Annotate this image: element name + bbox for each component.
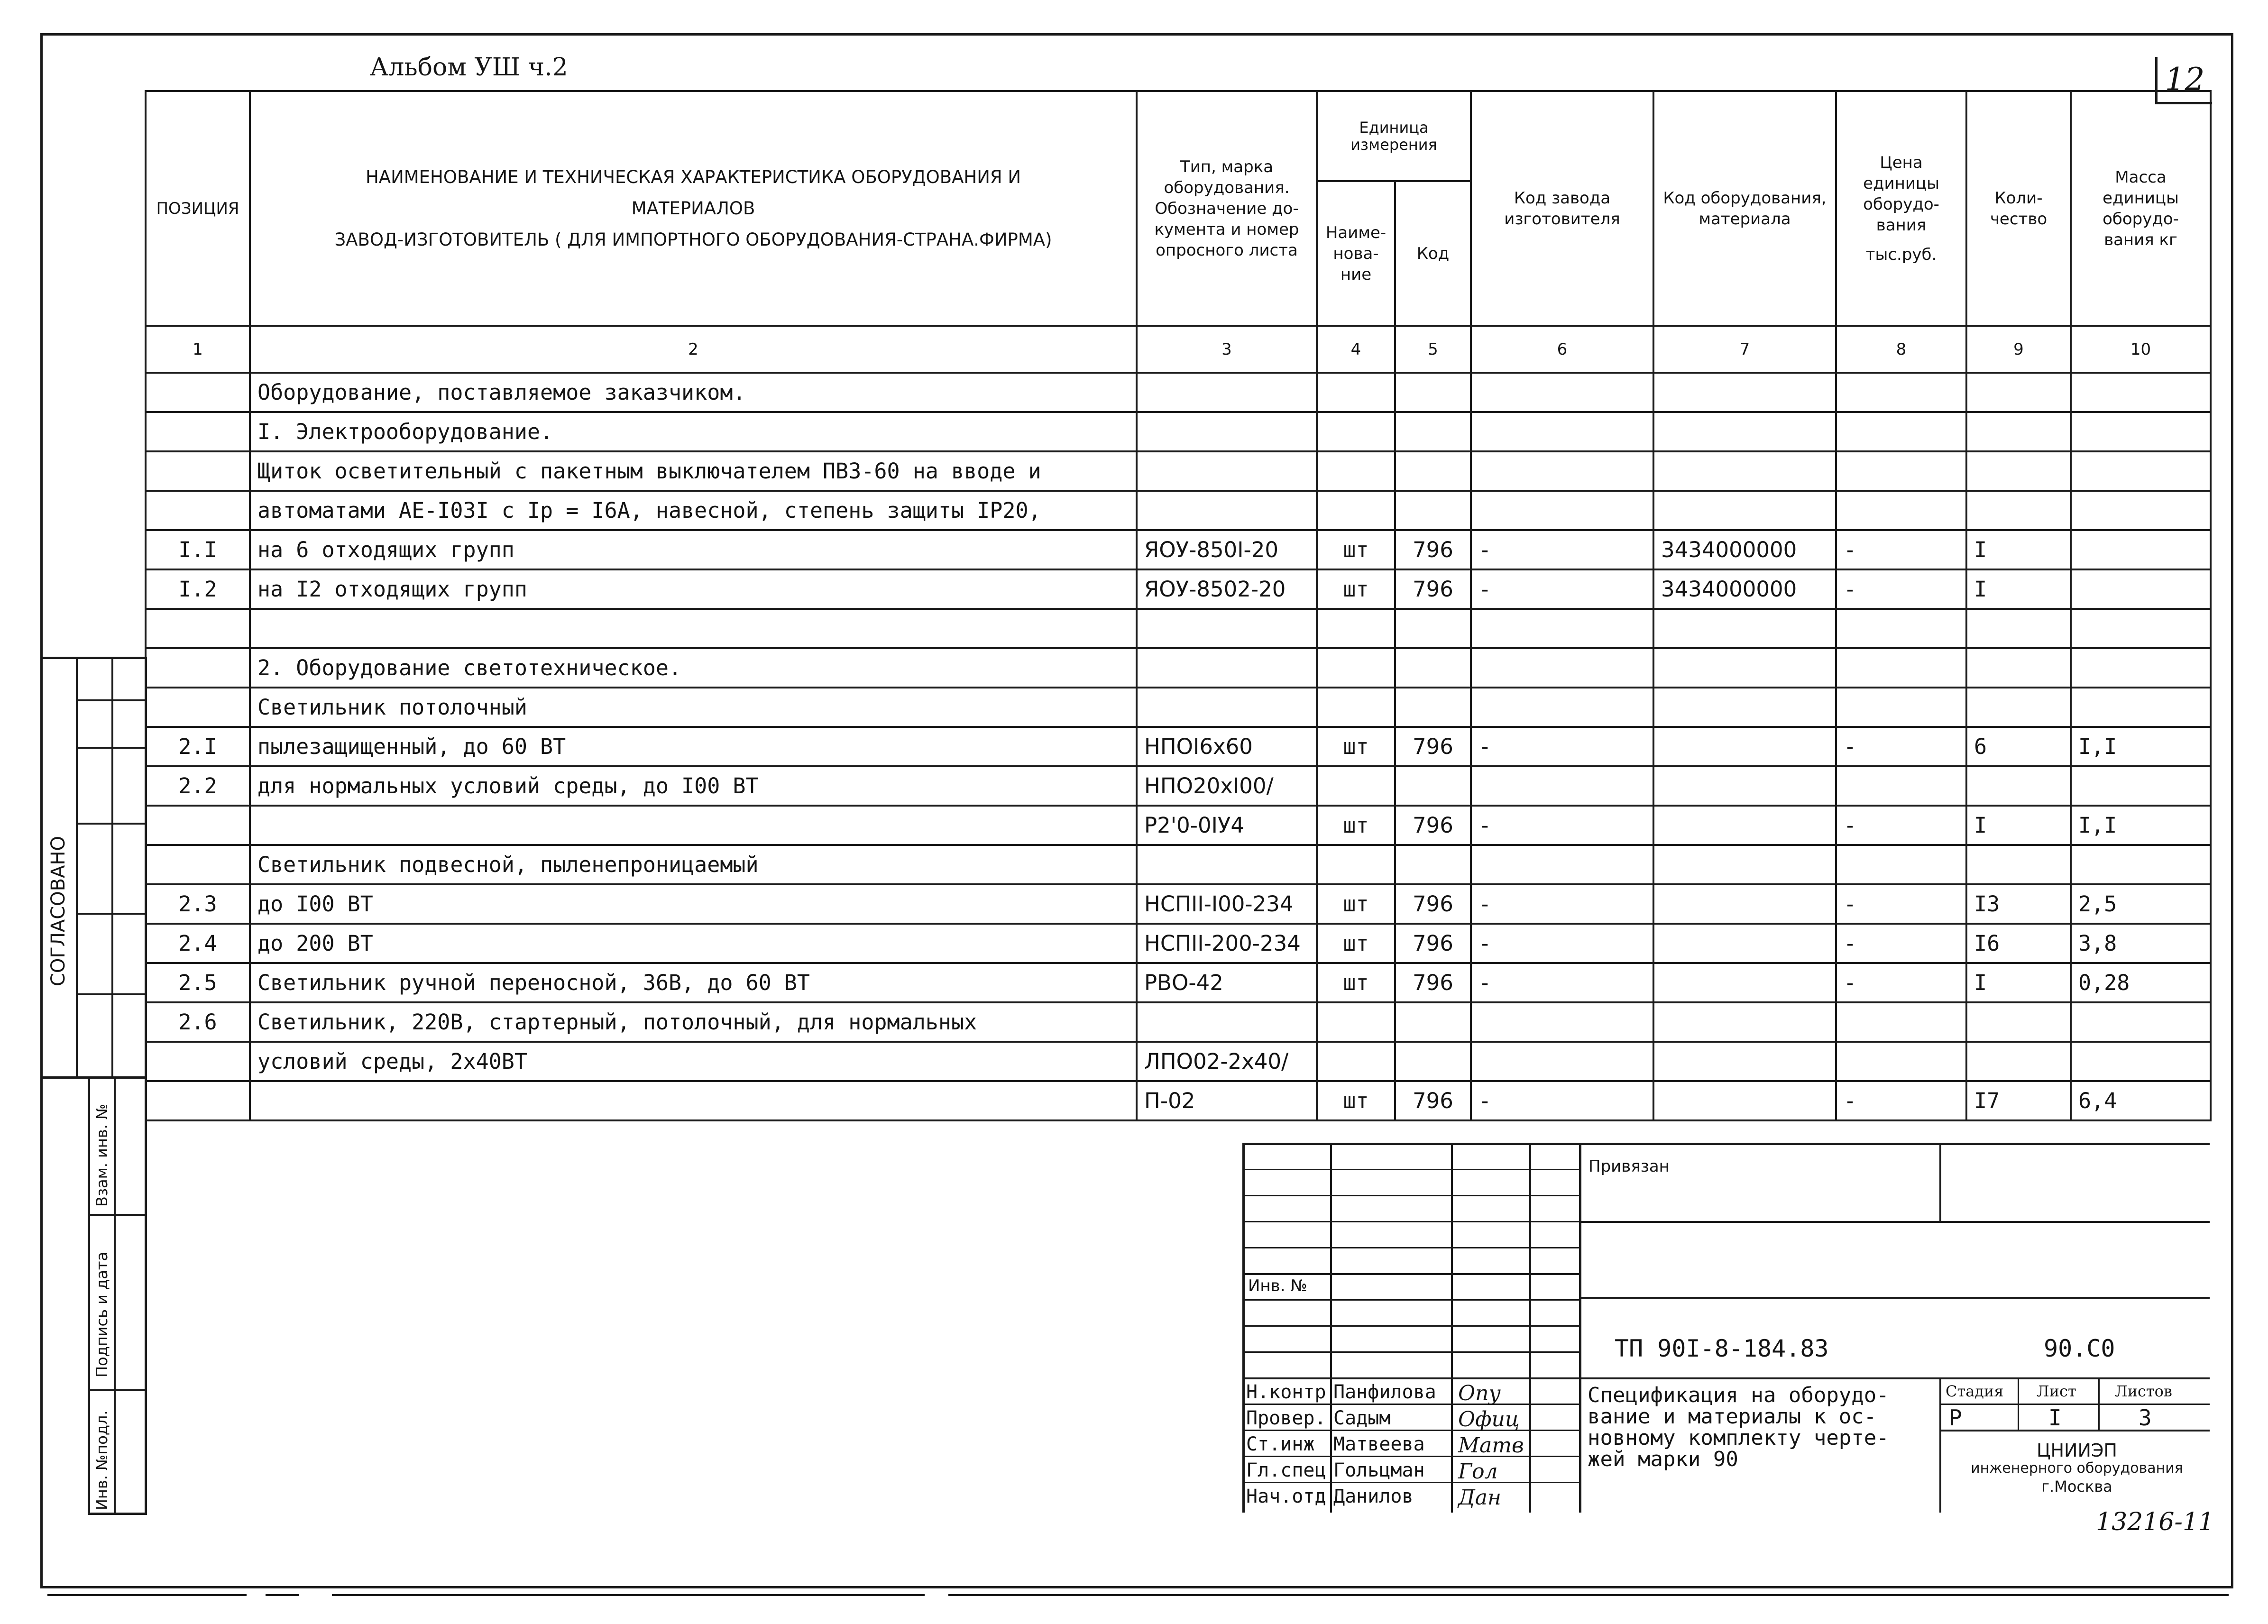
sheet-value: I [2048,1405,2062,1431]
column-numbers-row: 1 2 3 4 5 6 7 8 9 10 [146,326,2211,373]
row-factory-code: - [1471,924,1653,963]
row-unit: шт [1317,924,1395,963]
row-position: 2.5 [146,963,250,1002]
signature-name: Матвеева [1333,1433,1425,1455]
header-unit-group: Единица измерения [1317,91,1471,181]
row-position [146,412,250,451]
row-price [1836,412,1966,451]
row-name: условий среды, 2х40ВТ [250,1042,1137,1081]
row-type [1137,845,1317,884]
row-position [146,1042,250,1081]
row-unit: шт [1317,530,1395,569]
table-row [146,924,2211,963]
table-row [146,491,2211,530]
signature-name: Данилов [1333,1486,1414,1507]
header-price: Цена единицы оборудо-вания тыс.руб. [1836,91,1966,326]
row-unit: шт [1317,727,1395,766]
row-quantity [1966,491,2071,530]
row-price: - [1836,806,1966,845]
row-name: I. Электрооборудование. [250,412,1137,451]
row-price [1836,648,1966,688]
table-row [146,569,2211,609]
row-type: ЯОУ-850I-20 [1137,530,1317,569]
row-name: на 6 отходящих групп [250,530,1137,569]
row-position: 2.2 [146,766,250,806]
row-unit-code: 796 [1395,924,1471,963]
row-name: для нормальных условий среды, до I00 ВТ [250,766,1137,806]
row-price: - [1836,569,1966,609]
header-equipment-code: Код оборудования, материала [1653,91,1836,326]
row-mass [2071,451,2211,491]
row-name [250,609,1137,648]
row-unit [1317,373,1395,412]
row-equipment-code [1653,451,1836,491]
table-row [146,530,2211,569]
row-mass: 2,5 [2071,884,2211,924]
row-type: ЯОУ-8502-20 [1137,569,1317,609]
row-type: НСПII-I00-234 [1137,884,1317,924]
row-unit [1317,648,1395,688]
row-position [146,1081,250,1120]
row-mass: I,I [2071,806,2211,845]
row-factory-code [1471,609,1653,648]
header-type: Тип, марка оборудования. Обозначение до-кумента и номер опросного листа [1137,91,1317,326]
row-mass [2071,766,2211,806]
row-quantity [1966,609,2071,648]
signature-name: Гольцман [1333,1459,1425,1481]
row-unit-code [1395,412,1471,451]
row-unit-code [1395,766,1471,806]
row-type: НПОI6х60 [1137,727,1317,766]
row-mass [2071,1002,2211,1042]
row-factory-code [1471,1042,1653,1081]
row-unit: шт [1317,569,1395,609]
table-row [146,806,2211,845]
handwritten-signature: Дан [1458,1486,1501,1510]
row-price: - [1836,530,1966,569]
row-factory-code: - [1471,806,1653,845]
row-equipment-code: 3434000000 [1653,530,1836,569]
row-equipment-code [1653,1081,1836,1120]
row-position [146,648,250,688]
row-equipment-code [1653,373,1836,412]
row-unit-code [1395,845,1471,884]
row-unit-code: 796 [1395,1081,1471,1120]
row-price [1836,766,1966,806]
table-row [146,766,2211,806]
table-row [146,609,2211,648]
row-unit-code [1395,609,1471,648]
row-mass [2071,648,2211,688]
margin-agreed-label: СОГЛАСОВАНО [47,835,69,986]
row-name: автоматами АЕ-I03I с Iр = I6А, навесной, степень защиты IР20, [250,491,1137,530]
row-unit-code [1395,451,1471,491]
row-type [1137,373,1317,412]
row-mass: 0,28 [2071,963,2211,1002]
row-factory-code [1471,688,1653,727]
margin-orig-inv-label: Инв. №подл. [93,1410,111,1510]
signature-role: Ст.инж [1246,1433,1315,1455]
header-unit-code: Код [1395,181,1471,326]
table-row [146,451,2211,491]
row-type: РВО-42 [1137,963,1317,1002]
row-unit-code [1395,491,1471,530]
row-mass [2071,373,2211,412]
table-row [146,688,2211,727]
row-position: 2.I [146,727,250,766]
row-factory-code [1471,412,1653,451]
row-type: НСПII-200-234 [1137,924,1317,963]
row-quantity: I [1966,806,2071,845]
row-quantity: I6 [1966,924,2071,963]
organization: ЦНИИЭП инженерного оборудования г.Москва [1971,1440,2183,1496]
row-name: Светильник потолочный [250,688,1137,727]
row-factory-code: - [1471,727,1653,766]
signature-role: Н.контр [1246,1381,1326,1403]
row-quantity [1966,451,2071,491]
row-quantity [1966,1002,2071,1042]
row-name: до I00 ВТ [250,884,1137,924]
row-price [1836,373,1966,412]
row-unit [1317,451,1395,491]
row-mass [2071,845,2211,884]
row-unit-code: 796 [1395,530,1471,569]
sheets-value: 3 [2139,1405,2152,1431]
row-quantity [1966,845,2071,884]
row-equipment-code [1653,845,1836,884]
row-type: П-02 [1137,1081,1317,1120]
row-factory-code [1471,451,1653,491]
row-position [146,451,250,491]
row-quantity [1966,373,2071,412]
header-position: ПОЗИЦИЯ [146,91,250,326]
row-factory-code [1471,648,1653,688]
row-quantity [1966,766,2071,806]
table-row [146,727,2211,766]
row-quantity: 6 [1966,727,2071,766]
row-unit-code: 796 [1395,806,1471,845]
sheets-label: Листов [2115,1382,2172,1400]
row-quantity: I7 [1966,1081,2071,1120]
row-equipment-code [1653,884,1836,924]
sheet-number: 12 [2155,57,2212,104]
row-mass [2071,491,2211,530]
row-equipment-code [1653,412,1836,451]
row-position: I.2 [146,569,250,609]
row-unit [1317,1042,1395,1081]
row-name: Светильник ручной переносной, 36В, до 60 ВТ [250,963,1137,1002]
row-name: до 200 ВТ [250,924,1137,963]
row-unit [1317,766,1395,806]
handwritten-signature: Опу [1458,1381,1501,1405]
row-type: НПО20хI00/ [1137,766,1317,806]
album-title: Альбом УШ ч.2 [370,53,568,82]
row-factory-code [1471,1002,1653,1042]
drawing-mark: 90.С0 [2044,1335,2115,1362]
header-quantity: Коли-чество [1966,91,2071,326]
row-equipment-code [1653,648,1836,688]
row-name [250,1081,1137,1120]
row-type: ЛПО02-2х40/ [1137,1042,1317,1081]
row-unit-code [1395,1042,1471,1081]
stage-label: Стадия [1946,1382,2004,1400]
row-price [1836,688,1966,727]
row-quantity [1966,688,2071,727]
header-name: НАИМЕНОВАНИЕ И ТЕХНИЧЕСКАЯ ХАРАКТЕРИСТИКА ОБОРУДОВАНИЯ И МАТЕРИАЛОВ ЗАВОД-ИЗГОТОВИТЕЛЬ ( ДЛЯ ИМПОРТНОГО ОБОРУДОВАНИЯ-СТРАНА.ФИРМА) [250,91,1137,326]
stage-value: Р [1949,1405,1962,1431]
row-type [1137,491,1317,530]
row-price [1836,609,1966,648]
row-type [1137,451,1317,491]
row-unit: шт [1317,884,1395,924]
table-row [146,412,2211,451]
row-factory-code [1471,766,1653,806]
row-mass: 6,4 [2071,1081,2211,1120]
handwritten-signature: Офиц [1458,1407,1520,1431]
row-equipment-code [1653,491,1836,530]
signature-role: Гл.спец [1246,1459,1326,1481]
signature-name: Садым [1333,1407,1391,1429]
row-name: пылезащищенный, до 60 ВТ [250,727,1137,766]
row-quantity [1966,412,2071,451]
row-type: Р2'0-0IУ4 [1137,806,1317,845]
row-price: - [1836,884,1966,924]
table-row [146,1002,2211,1042]
row-position [146,688,250,727]
table-row [146,963,2211,1002]
row-equipment-code [1653,924,1836,963]
row-price [1836,1042,1966,1081]
row-unit-code: 796 [1395,727,1471,766]
signature-role: Нач.отд [1246,1486,1326,1507]
row-unit-code [1395,648,1471,688]
row-position: 2.6 [146,1002,250,1042]
row-unit-code: 796 [1395,963,1471,1002]
row-type [1137,688,1317,727]
row-quantity [1966,648,2071,688]
row-unit [1317,845,1395,884]
row-equipment-code [1653,727,1836,766]
footer-registration-number: 13216-11 [2096,1508,2214,1536]
row-unit: шт [1317,963,1395,1002]
row-mass [2071,569,2211,609]
row-equipment-code [1653,609,1836,648]
row-quantity: I [1966,530,2071,569]
row-price [1836,491,1966,530]
row-equipment-code [1653,766,1836,806]
row-equipment-code [1653,1002,1836,1042]
row-factory-code [1471,491,1653,530]
row-name [250,806,1137,845]
row-factory-code: - [1471,530,1653,569]
row-price [1836,845,1966,884]
table-row [146,845,2211,884]
specification-table [145,90,2212,1121]
row-quantity [1966,1042,2071,1081]
row-factory-code [1471,845,1653,884]
row-name: на I2 отходящих групп [250,569,1137,609]
row-mass: I,I [2071,727,2211,766]
row-type [1137,1002,1317,1042]
row-position [146,373,250,412]
row-unit-code: 796 [1395,569,1471,609]
row-equipment-code [1653,688,1836,727]
row-position: 2.4 [146,924,250,963]
table-row [146,1042,2211,1081]
row-mass [2071,530,2211,569]
row-price [1836,1002,1966,1042]
row-factory-code: - [1471,569,1653,609]
row-factory-code: - [1471,1081,1653,1120]
table-row [146,373,2211,412]
document-title: Спецификация на оборудо- вание и материалы к ос- новному комплекту черте- жей марки 90 [1588,1383,1889,1471]
row-position [146,491,250,530]
row-name: Оборудование, поставляемое заказчиком. [250,373,1137,412]
signature-name: Панфилова [1333,1381,1436,1403]
row-unit [1317,412,1395,451]
row-mass [2071,1042,2211,1081]
row-quantity: I [1966,569,2071,609]
row-equipment-code [1653,963,1836,1002]
row-type [1137,648,1317,688]
sheet-label: Лист [2037,1382,2076,1400]
row-name: Щиток осветительный с пакетным выключателем ПВЗ-60 на вводе и [250,451,1137,491]
row-price: - [1836,1081,1966,1120]
row-price: - [1836,963,1966,1002]
row-quantity: I3 [1966,884,2071,924]
row-equipment-code: 3434000000 [1653,569,1836,609]
handwritten-signature: Гол [1458,1459,1498,1484]
row-position [146,845,250,884]
row-unit [1317,609,1395,648]
row-unit [1317,491,1395,530]
table-row [146,1081,2211,1120]
inventory-number-label: Инв. № [1248,1276,1307,1295]
row-unit-code: 796 [1395,884,1471,924]
row-factory-code: - [1471,963,1653,1002]
table-row [146,884,2211,924]
row-mass [2071,688,2211,727]
row-price: - [1836,727,1966,766]
row-equipment-code [1653,1042,1836,1081]
row-unit-code [1395,1002,1471,1042]
row-price [1836,451,1966,491]
row-position [146,609,250,648]
row-factory-code [1471,373,1653,412]
row-type [1137,412,1317,451]
margin-sign-date-label: Подпись и дата [93,1251,111,1377]
row-factory-code: - [1471,884,1653,924]
row-mass: 3,8 [2071,924,2211,963]
header-factory-code: Код завода изготовителя [1471,91,1653,326]
handwritten-signature: Матв [1458,1433,1524,1458]
row-equipment-code [1653,806,1836,845]
signature-role: Провер. [1246,1407,1326,1429]
document-code: ТП 90I-8-184.83 [1615,1335,1829,1362]
row-unit-code [1395,688,1471,727]
row-unit [1317,1002,1395,1042]
row-mass [2071,609,2211,648]
row-unit [1317,688,1395,727]
row-position: I.I [146,530,250,569]
row-position [146,806,250,845]
row-quantity: I [1966,963,2071,1002]
row-unit: шт [1317,1081,1395,1120]
row-unit-code [1395,373,1471,412]
row-position: 2.3 [146,884,250,924]
row-mass [2071,412,2211,451]
margin-replace-inv-label: Взам. инв. № [93,1103,111,1207]
privyazan-label: Привязан [1589,1157,1670,1176]
row-name: Светильник, 220В, стартерный, потолочный, для нормальных [250,1002,1137,1042]
table-row [146,648,2211,688]
row-name: Светильник подвесной, пыленепроницаемый [250,845,1137,884]
header-unit-name: Наиме-нова-ние [1317,181,1395,326]
row-price: - [1836,924,1966,963]
header-mass: Масса единицы оборудо-вания кг [2071,91,2211,326]
row-type [1137,609,1317,648]
row-name: 2. Оборудование светотехническое. [250,648,1137,688]
row-unit: шт [1317,806,1395,845]
